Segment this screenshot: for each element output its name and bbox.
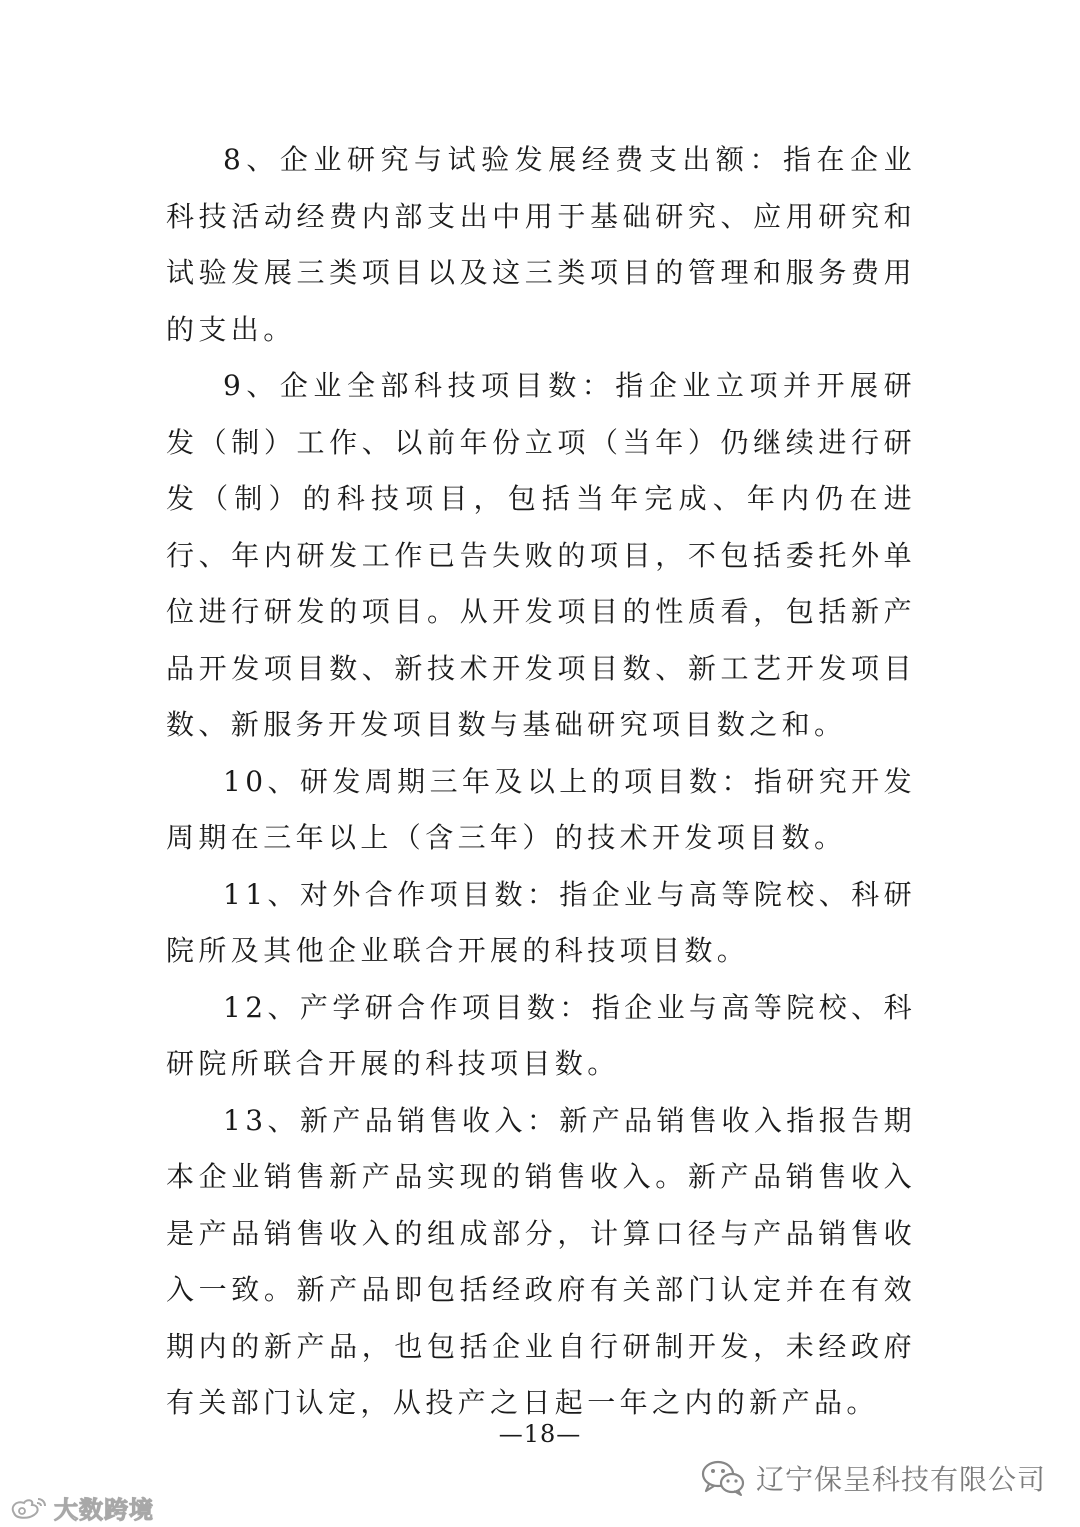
paragraph-item-12: 12、产学研合作项目数：指企业与高等院校、科研院所联合开展的科技项目数。 (166, 990, 916, 1080)
weibo-logo-icon (8, 1495, 48, 1521)
wechat-icon (700, 1459, 746, 1497)
watermark-weibo-name: 大数跨境 (54, 1496, 154, 1524)
paragraph-item-13: 13、新产品销售收入：新产品销售收入指报告期本企业销售新产品实现的销售收入。新产品销售收入是产品销售收入的组成部分，计算口径与产品销售收入一致。新产品即包括经政府有关部门认定并在有效期内的新产品，也包括企业自行研制开发，未经政府有关部门认定，从投产之日起一年之内的新产品。 (166, 1103, 916, 1419)
paragraph-item-9: 9、企业全部科技项目数：指企业立项并开展研发（制）工作、以前年份立项（当年）仍继续进行研发（制）的科技项目，包括当年完成、年内仍在进行、年内研发工作已告失败的项目，不包括委托外单位进行研发的项目。从开发项目的性质看，包括新产品开发项目数、新技术开发项目数、新工艺开发项目数、新服务开发项目数与基础研究项目数之和。 (166, 369, 916, 741)
paragraph-item-8: 8、企业研究与试验发展经费支出额：指在企业科技活动经费内部支出中用于基础研究、应用研究和试验发展三类项目以及这三类项目的管理和服务费用的支出。 (166, 143, 916, 346)
watermark-weibo (8, 1490, 154, 1525)
page-number: —18— (498, 1420, 582, 1448)
paragraph-item-10: 10、研发周期三年及以上的项目数：指研究开发周期在三年以上（含三年）的技术开发项目数。 (166, 764, 916, 854)
watermark-wechat-account (700, 1458, 1046, 1498)
document-body (166, 132, 916, 1432)
paragraph-item-11: 11、对外合作项目数：指企业与高等院校、科研院所及其他企业联合开展的科技项目数。 (166, 877, 916, 967)
watermark-account-name: 辽宁保呈科技有限公司 (755, 1463, 1046, 1496)
